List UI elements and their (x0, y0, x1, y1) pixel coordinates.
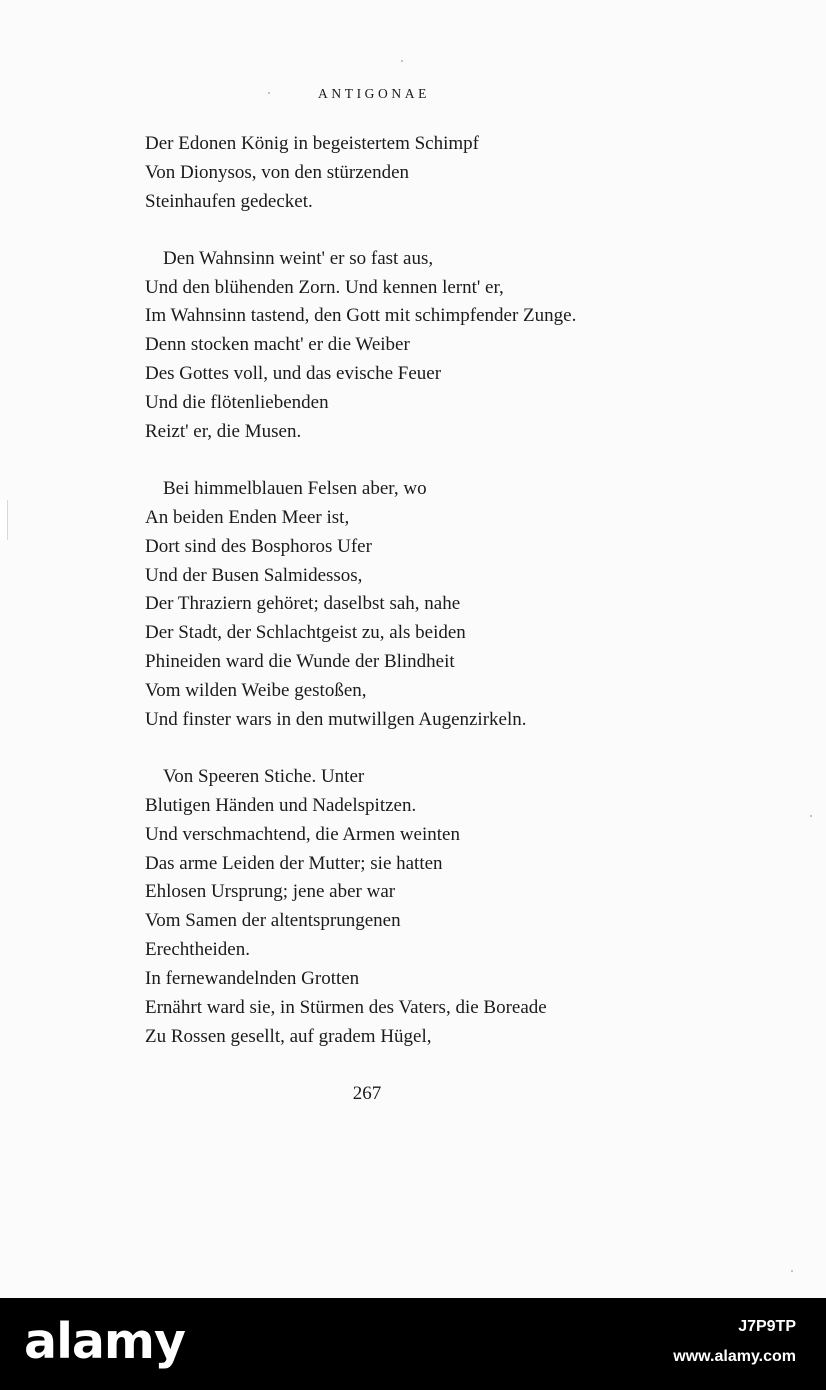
verse-line: Der Stadt, der Schlachtgeist zu, als beiden (145, 622, 466, 644)
verse-line: Von Dionysos, von den stürzenden (145, 161, 410, 183)
speck (810, 815, 812, 817)
verse-line: Steinhaufen gedecket. (145, 190, 313, 212)
verse-line: Zu Rossen gesellt, auf gradem Hügel, (145, 1025, 432, 1047)
verse-line: In fernewandelnden Grotten (145, 968, 360, 990)
verse-line: Und verschmachtend, die Armen weinten (145, 823, 460, 845)
speck (791, 1270, 793, 1272)
verse-line: Ehlosen Ursprung; jene aber war (145, 881, 396, 903)
stanza (145, 763, 785, 1052)
stanza (145, 475, 785, 735)
verse-line: Reizt' er, die Musen. (145, 421, 302, 443)
verse-line: Denn stocken macht' er die Weiber (145, 334, 410, 356)
verse-line: An beiden Enden Meer ist, (145, 506, 350, 528)
watermark-bar (0, 1298, 826, 1390)
verse-line: Von Speeren Stiche. Unter (163, 765, 365, 787)
verse-line: Und der Busen Salmidessos, (145, 564, 363, 586)
verse-line: Im Wahnsinn tastend, den Gott mit schimpfender Zunge. (145, 305, 577, 327)
verse-line: Und den blühenden Zorn. Und kennen lernt' er, (145, 276, 504, 298)
verse-line: Das arme Leiden der Mutter; sie hatten (145, 852, 443, 874)
watermark-url: www.alamy.com (673, 1348, 796, 1365)
verse-line: Den Wahnsinn weint' er so fast aus, (163, 247, 434, 269)
watermark-logo: alamy (24, 1313, 185, 1370)
page-number: 267 (352, 1083, 382, 1104)
verse-line: Blutigen Händen und Nadelspitzen. (145, 794, 417, 816)
verse-line: Des Gottes voll, und das evische Feuer (145, 363, 442, 385)
verse-line: Der Edonen König in begeistertem Schimpf (145, 133, 480, 154)
stanza (145, 245, 785, 447)
verse-line: Und finster wars in den mutwillgen Augenzirkeln. (145, 709, 527, 731)
speck (401, 60, 403, 62)
page-edge-mark (0, 500, 8, 540)
verse-line: Ernährt ward sie, in Stürmen des Vaters, die Boreade (145, 997, 547, 1019)
verse-line: Und die flötenliebenden (145, 392, 329, 414)
verse-line: Dort sind des Bosphoros Ufer (145, 535, 372, 557)
watermark-image-id: J7P9TP (738, 1318, 796, 1335)
running-head: ANTIGONAE (318, 86, 430, 101)
poem-body (145, 130, 785, 1080)
verse-line: Der Thraziern gehöret; daselbst sah, nahe (145, 593, 461, 615)
verse-line: Vom wilden Weibe gestoßen, (145, 680, 367, 702)
stanza (145, 130, 785, 217)
verse-line: Phineiden ward die Wunde der Blindheit (145, 651, 455, 673)
verse-line: Erechtheiden. (145, 939, 250, 961)
verse-line: Vom Samen der altentsprungenen (145, 910, 401, 932)
verse-line: Bei himmelblauen Felsen aber, wo (163, 477, 427, 499)
